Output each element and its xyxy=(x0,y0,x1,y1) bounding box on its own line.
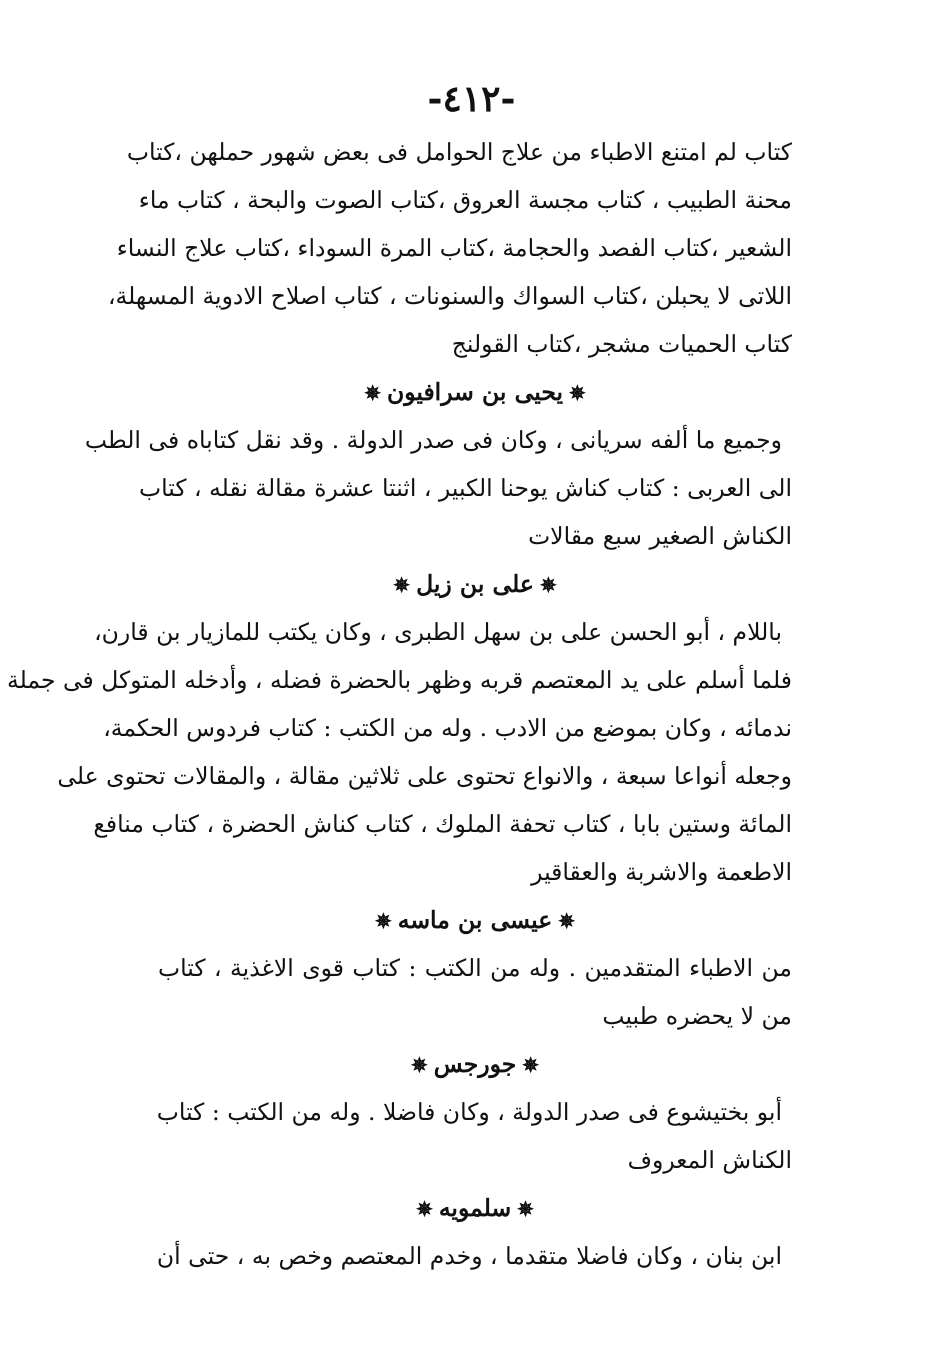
ornament-icon: ✵ xyxy=(522,1053,540,1077)
section-paragraph xyxy=(158,1232,792,1280)
section-paragraph xyxy=(84,416,792,560)
section-heading xyxy=(158,560,792,608)
text-line: وجعله أنواعا سبعة ، والانواع تحتوى على ثلاثين مقالة ، والمقالات تحتوى على xyxy=(57,762,792,790)
section-heading-text: عيسى بن ماسه xyxy=(397,906,553,934)
ornament-icon: ✵ xyxy=(364,381,381,405)
ornament-icon: ✵ xyxy=(393,573,411,597)
text-line: من لا يحضره طبيب xyxy=(602,1002,792,1030)
section-heading xyxy=(158,368,792,416)
text-line: الكناش الصغير سبع مقالات xyxy=(528,522,792,550)
section-paragraph xyxy=(158,1088,792,1184)
ornament-icon: ✵ xyxy=(416,1197,433,1221)
section-heading xyxy=(158,1184,792,1232)
text-line: كتاب لم امتنع الاطباء من علاج الحوامل فى بعض شهور حملهن ،كتاب xyxy=(126,138,792,166)
section-heading xyxy=(158,896,792,944)
ornament-icon: ✵ xyxy=(539,573,557,597)
section-paragraph xyxy=(158,944,792,1040)
text-line: باللام ، أبو الحسن على بن سهل الطبرى ، وكان يكتب للمازيار بن قارن، xyxy=(94,618,782,646)
text-line: كتاب الحميات مشجر ،كتاب القولنج xyxy=(451,330,792,358)
text-line: ندمائه ، وكان بموضع من الادب . وله من الكتب : كتاب فردوس الحكمة، xyxy=(103,714,792,742)
text-line: اللاتى لا يحبلن ،كتاب السواك والسنونات ، كتاب اصلاح الادوية المسهلة، xyxy=(107,282,792,310)
section-heading-text: سلمويه xyxy=(438,1194,512,1222)
text-line: أبو بختيشوع فى صدر الدولة ، وكان فاضلا . وله من الكتب : كتاب xyxy=(156,1098,782,1126)
section-heading-text: على بن زيل xyxy=(416,570,534,598)
text-line: الاطعمة والاشربة والعقاقير xyxy=(531,858,792,886)
section-heading-text: يحيى بن سرافيون xyxy=(386,378,564,406)
text-line: ابن بنان ، وكان فاضلا متقدما ، وخدم المعتصم وخص به ، حتى أن xyxy=(156,1242,782,1270)
text-line: فلما أسلم على يد المعتصم قربه وظهر بالحضرة فضله ، وأدخله المتوكل فى جملة xyxy=(6,666,792,694)
section-paragraph xyxy=(6,608,792,896)
text-line: من الاطباء المتقدمين . وله من الكتب : كتاب قوى الاغذية ، كتاب xyxy=(158,954,792,982)
text-line: وجميع ما ألفه سريانى ، وكان فى صدر الدولة . وقد نقل كتاباه فى الطب xyxy=(84,426,782,454)
ornament-icon: ✵ xyxy=(517,1197,534,1221)
ornament-icon: ✵ xyxy=(569,381,586,405)
text-line: الكناش المعروف xyxy=(627,1146,792,1174)
text-line: المائة وستين بابا ، كتاب تحفة الملوك ، كتاب كناش الحضرة ، كتاب منافع xyxy=(93,810,792,838)
section-heading-text: جورجس xyxy=(433,1050,517,1078)
page-body xyxy=(6,128,792,1280)
text-line: الى العربى : كتاب كناش يوحنا الكبير ، اثنتا عشرة مقالة نقله ، كتاب xyxy=(139,474,792,502)
ornament-icon: ✵ xyxy=(374,909,392,933)
ornament-icon: ✵ xyxy=(558,909,576,933)
page-number: -٤١٢- xyxy=(427,78,516,120)
text-line: الشعير ،كتاب الفصد والحجامة ،كتاب المرة السوداء ،كتاب علاج النساء xyxy=(116,234,792,262)
ornament-icon: ✵ xyxy=(410,1053,428,1077)
section-heading xyxy=(158,1040,792,1088)
text-line: محنة الطبيب ، كتاب مجسة العروق ،كتاب الصوت والبحة ، كتاب ماء xyxy=(138,186,792,214)
paragraph-opening xyxy=(107,128,792,368)
